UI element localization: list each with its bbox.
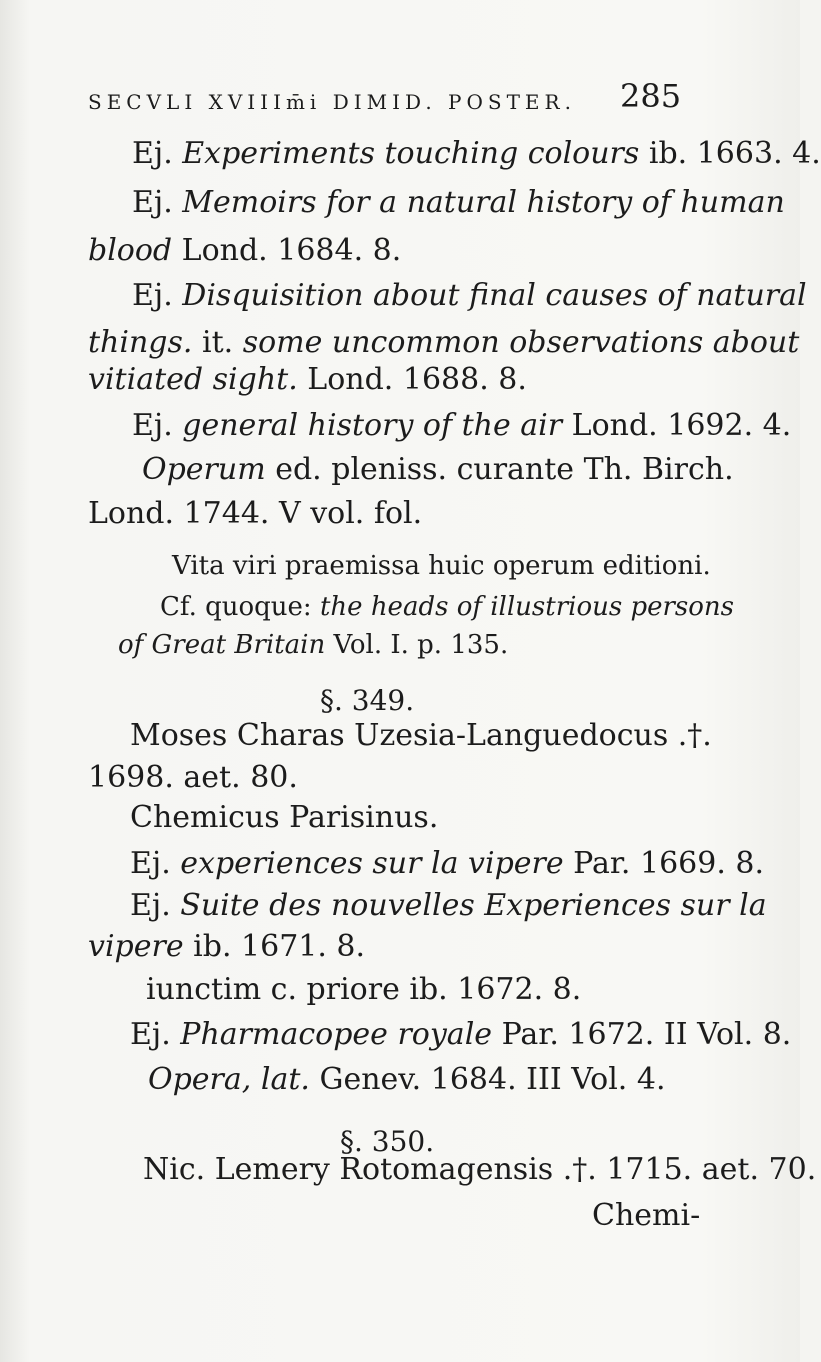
- entry-line: Lond. 1744. V vol. fol.: [88, 496, 423, 531]
- entry-line: Ej. experiences sur la vipere Par. 1669. 8.: [130, 846, 765, 881]
- entry-line: iunctim c. priore ib. 1672. 8.: [146, 972, 582, 1007]
- entry-line: Chemicus Parisinus.: [130, 800, 439, 835]
- entry-line: 1698. aet. 80.: [88, 760, 298, 795]
- entry-line: Opera, lat. Genev. 1684. III Vol. 4.: [148, 1062, 666, 1097]
- entry-line: things. it. some uncommon observations about: [88, 325, 800, 360]
- entry-line: vipere ib. 1671. 8.: [88, 929, 366, 964]
- entry-line: Ej. Experiments touching colours ib. 1663. 4.: [132, 136, 821, 171]
- entry-line: vitiated sight. Lond. 1688. 8.: [88, 362, 527, 397]
- note-line: of Great Britain Vol. I. p. 135.: [118, 630, 509, 660]
- running-title: SECVLI XVIIIm̄i DIMID. POSTER.: [88, 90, 576, 114]
- catchword: Chemi-: [592, 1198, 701, 1233]
- page-number: 285: [620, 77, 682, 115]
- entry-line: Ej. Suite des nouvelles Experiences sur la: [130, 888, 767, 923]
- entry-line: Ej. general history of the air Lond. 1692. 4.: [132, 408, 792, 443]
- entry-line: Ej. Pharmacopee royale Par. 1672. II Vol. 8.: [130, 1017, 792, 1052]
- entry-line: Operum ed. pleniss. curante Th. Birch.: [142, 452, 734, 487]
- entry-line: blood Lond. 1684. 8.: [88, 233, 402, 268]
- section-number: §. 349.: [320, 684, 415, 717]
- note-line: Vita viri praemissa huic operum editioni.: [172, 551, 711, 581]
- author-name: Nic. Lemery Rotomagensis .†. 1715. aet. 70.: [143, 1152, 817, 1187]
- entry-line: Ej. Disquisition about final causes of natural: [132, 278, 807, 313]
- section-number: §. 350.: [340, 1125, 435, 1158]
- author-name: Moses Charas Uzesia-Languedocus .†.: [130, 718, 712, 753]
- note-line: Cf. quoque: the heads of illustrious persons: [160, 592, 735, 622]
- entry-line: Ej. Memoirs for a natural history of human: [132, 185, 785, 220]
